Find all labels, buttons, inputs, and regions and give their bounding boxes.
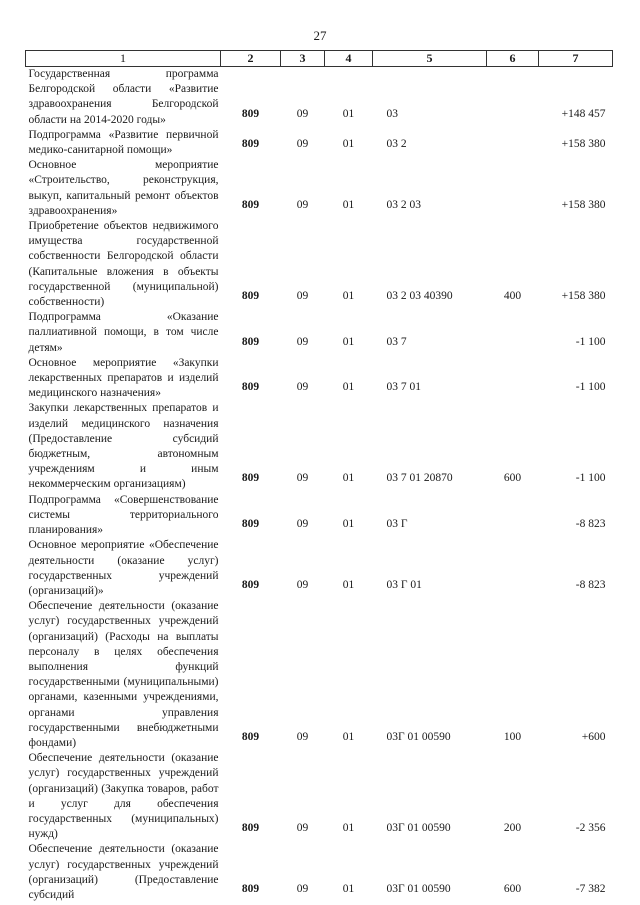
row-expense-type: 100 bbox=[503, 730, 522, 743]
row-target-article: 03 7 01 bbox=[386, 381, 421, 394]
row-section: 09 bbox=[296, 730, 309, 743]
row-section: 09 bbox=[296, 472, 309, 485]
header-col-6: 6 bbox=[487, 51, 539, 67]
row-description: Подпрограмма «Оказание паллиативной помощи, в том числе детям» bbox=[28, 311, 219, 354]
row-description: Подпрограмма «Развитие первичной медико-санитарной помощи» bbox=[28, 128, 219, 157]
table-row bbox=[26, 401, 613, 492]
row-ministry-code: 809 bbox=[241, 138, 260, 151]
table-row bbox=[26, 493, 613, 539]
row-subsection: 01 bbox=[342, 138, 355, 151]
row-amount: +158 380 bbox=[561, 198, 606, 211]
header-col-3: 3 bbox=[281, 51, 325, 67]
table-row bbox=[26, 219, 613, 310]
row-subsection: 01 bbox=[342, 518, 355, 531]
row-expense-type bbox=[487, 356, 539, 402]
row-amount: -1 100 bbox=[575, 381, 606, 394]
row-amount: -8 823 bbox=[575, 518, 606, 531]
row-description: Подпрограмма «Совершенствование системы территориального планирования» bbox=[28, 493, 219, 537]
row-ministry-code: 809 bbox=[241, 822, 260, 835]
row-subsection: 01 bbox=[342, 578, 355, 591]
row-expense-type: 600 bbox=[503, 882, 522, 895]
row-description: Обеспечение деятельности (оказание услуг) государственных учреждений (организаций) (Закупка товаров, работ и услуг для обеспечения государственных (муниципальных) нужд) bbox=[28, 752, 219, 841]
row-section: 09 bbox=[296, 381, 309, 394]
header-row bbox=[26, 51, 613, 67]
row-subsection: 01 bbox=[342, 290, 355, 303]
page-number: 27 bbox=[313, 28, 327, 43]
table-row bbox=[26, 842, 613, 903]
row-section: 09 bbox=[296, 822, 309, 835]
row-section: 09 bbox=[296, 335, 309, 348]
row-target-article: 03Г 01 00590 bbox=[386, 730, 451, 743]
row-expense-type bbox=[487, 67, 539, 128]
table-row bbox=[26, 158, 613, 219]
row-description: Основное мероприятие «Строительство, реконструкция, выкуп, капитальный ремонт объектов здравоохранения» bbox=[28, 159, 219, 217]
row-ministry-code: 809 bbox=[241, 335, 260, 348]
row-section: 09 bbox=[296, 290, 309, 303]
row-ministry-code: 809 bbox=[241, 290, 260, 303]
row-ministry-code: 809 bbox=[241, 381, 260, 394]
row-subsection: 01 bbox=[342, 198, 355, 211]
header-col-5: 5 bbox=[373, 51, 487, 67]
row-amount: +148 457 bbox=[561, 107, 606, 120]
table-row bbox=[26, 67, 613, 128]
table-body bbox=[26, 67, 613, 904]
row-expense-type bbox=[487, 538, 539, 599]
header-col-1: 1 bbox=[26, 51, 221, 67]
row-amount: -1 100 bbox=[575, 472, 606, 485]
row-section: 09 bbox=[296, 198, 309, 211]
header-col-4: 4 bbox=[325, 51, 373, 67]
row-ministry-code: 809 bbox=[241, 107, 260, 120]
row-expense-type bbox=[487, 128, 539, 158]
row-description: Основное мероприятие «Обеспечение деятельности (оказание услуг) государственных учреждений (организаций)» bbox=[28, 539, 219, 597]
row-section: 09 bbox=[296, 882, 309, 895]
table-row bbox=[26, 128, 613, 158]
row-subsection: 01 bbox=[342, 472, 355, 485]
row-target-article: 03 2 03 bbox=[386, 198, 421, 211]
row-amount: -8 823 bbox=[575, 578, 606, 591]
table-row bbox=[26, 310, 613, 356]
row-description: Обеспечение деятельности (оказание услуг) государственных учреждений (организаций) (Предоставление субсидий bbox=[28, 843, 219, 901]
row-subsection: 01 bbox=[342, 335, 355, 348]
row-target-article: 03 Г 01 bbox=[386, 578, 422, 591]
row-description: Закупки лекарственных препаратов и изделий медицинского назначения (Предоставление субсидий бюджетным, автономным учреждениям и иным некоммерческим организациям) bbox=[28, 402, 219, 491]
row-ministry-code: 809 bbox=[241, 578, 260, 591]
row-subsection: 01 bbox=[342, 882, 355, 895]
header-col-7: 7 bbox=[539, 51, 613, 67]
row-amount: -2 356 bbox=[575, 822, 606, 835]
row-expense-type: 400 bbox=[503, 290, 522, 303]
row-ministry-code: 809 bbox=[241, 730, 260, 743]
row-description: Государственная программа Белгородской области «Развитие здравоохранения Белгородской области на 2014-2020 годы» bbox=[28, 68, 219, 126]
row-section: 09 bbox=[296, 578, 309, 591]
row-amount: -1 100 bbox=[575, 335, 606, 348]
row-target-article: 03Г 01 00590 bbox=[386, 822, 451, 835]
row-target-article: 03 Г bbox=[386, 518, 408, 531]
table-row bbox=[26, 751, 613, 842]
row-expense-type bbox=[487, 493, 539, 539]
row-target-article: 03 2 bbox=[386, 138, 407, 151]
row-ministry-code: 809 bbox=[241, 472, 260, 485]
row-ministry-code: 809 bbox=[241, 882, 260, 895]
row-subsection: 01 bbox=[342, 822, 355, 835]
row-subsection: 01 bbox=[342, 107, 355, 120]
row-description: Приобретение объектов недвижимого имущества государственной собственности Белгородской области (Капитальные вложения в объекты государственной (муниципальной) собственности) bbox=[28, 220, 219, 309]
row-target-article: 03 bbox=[386, 107, 398, 120]
row-description: Обеспечение деятельности (оказание услуг) государственных учреждений (организаций) (Расходы на выплаты персоналу в целях обеспечения выполнения функций государственными (муниципальными) органами, казенными учреждениями, органами управления государственными внебюджетными фондами) bbox=[28, 600, 219, 749]
row-target-article: 03Г 01 00590 bbox=[386, 882, 451, 895]
row-target-article: 03 7 01 20870 bbox=[386, 472, 453, 485]
table-row bbox=[26, 538, 613, 599]
header-col-2: 2 bbox=[221, 51, 281, 67]
row-amount: +600 bbox=[581, 730, 606, 743]
row-expense-type bbox=[487, 310, 539, 356]
row-target-article: 03 7 bbox=[386, 335, 407, 348]
row-expense-type: 200 bbox=[503, 822, 522, 835]
row-amount: +158 380 bbox=[561, 290, 606, 303]
row-section: 09 bbox=[296, 138, 309, 151]
row-subsection: 01 bbox=[342, 381, 355, 394]
row-subsection: 01 bbox=[342, 730, 355, 743]
row-ministry-code: 809 bbox=[241, 198, 260, 211]
table-row bbox=[26, 599, 613, 751]
row-section: 09 bbox=[296, 518, 309, 531]
table-row bbox=[26, 356, 613, 402]
row-section: 09 bbox=[296, 107, 309, 120]
row-description: Основное мероприятие «Закупки лекарственных препаратов и изделий медицинского назначения» bbox=[28, 356, 219, 400]
row-target-article: 03 2 03 40390 bbox=[386, 290, 453, 303]
row-expense-type: 600 bbox=[503, 472, 522, 485]
row-amount: -7 382 bbox=[575, 882, 606, 895]
row-ministry-code: 809 bbox=[241, 518, 260, 531]
budget-table bbox=[25, 50, 613, 903]
row-amount: +158 380 bbox=[561, 138, 606, 151]
row-expense-type bbox=[487, 158, 539, 219]
